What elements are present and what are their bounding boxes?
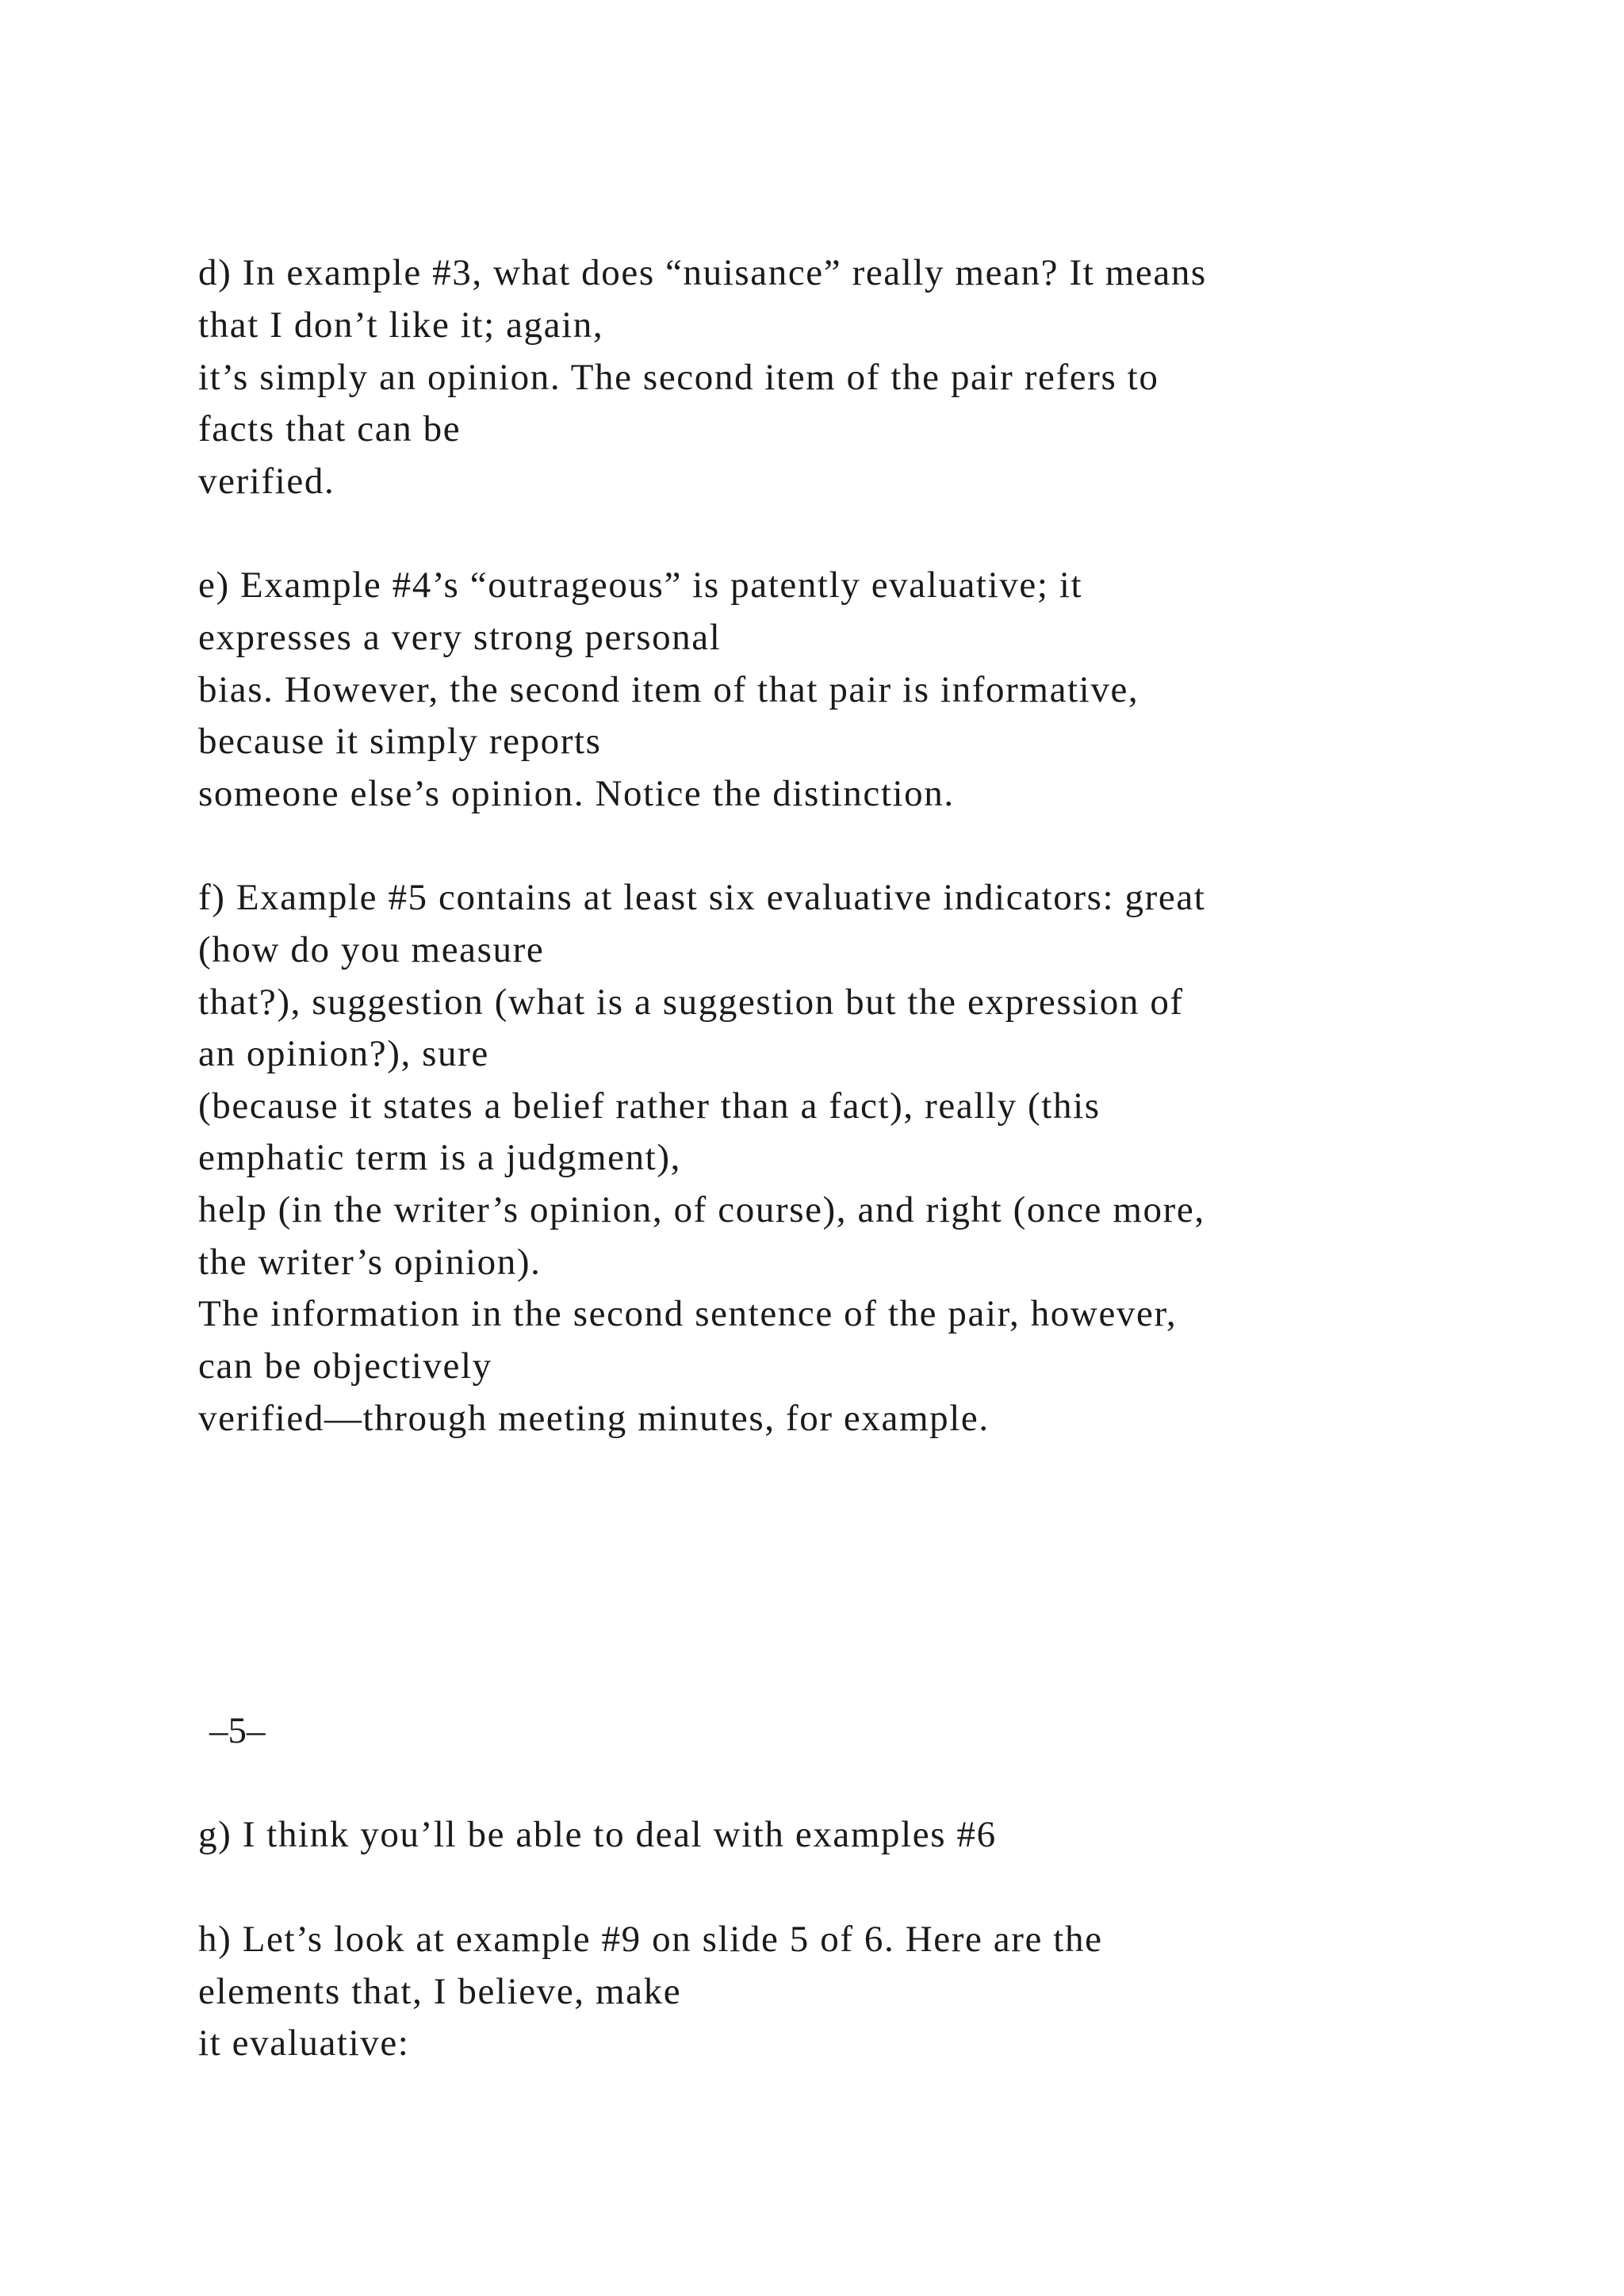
paragraph-f-line-5: (because it states a belief rather than a fact), really (this [198,1085,1101,1127]
paragraph-f-line-1: f) Example #5 contains at least six evaluative indicators: great [198,877,1206,918]
paragraph-g-line-1: g) I think you’ll be able to deal with examples #6 [198,1814,997,1855]
paragraph-d-line-2: that I don’t like it; again, [198,304,604,346]
paragraph-f-line-9: The information in the second sentence of the pair, however, [198,1293,1178,1334]
paragraph-d-line-5: verified. [198,461,335,502]
paragraph-f-line-3: that?), suggestion (what is a suggestion but the expression of [198,982,1184,1023]
paragraph-h-line-1: h) Let’s look at example #9 on slide 5 of 6. Here are the [198,1919,1103,1960]
page-number: –5– [209,1710,266,1751]
paragraph-e-line-3: bias. However, the second item of that pair is informative, [198,669,1139,710]
paragraph-e-line-4: because it simply reports [198,721,602,762]
paragraph-d-line-1: d) In example #3, what does “nuisance” really mean? It means [198,252,1207,293]
paragraph-e-line-1: e) Example #4’s “outrageous” is patently evaluative; it [198,564,1083,606]
paragraph-f-line-11: verified—through meeting minutes, for example. [198,1398,990,1439]
paragraph-d-line-3: it’s simply an opinion. The second item of the pair refers to [198,357,1159,398]
paragraph-f-line-4: an opinion?), sure [198,1033,489,1074]
paragraph-d-line-4: facts that can be [198,408,462,450]
paragraph-e-line-2: expresses a very strong personal [198,617,722,658]
paragraph-e-line-5: someone else’s opinion. Notice the distinction. [198,773,955,814]
paragraph-h-line-2: elements that, I believe, make [198,1971,682,2012]
paragraph-f-line-2: (how do you measure [198,929,545,970]
paragraph-h-line-3: it evaluative: [198,2022,410,2064]
paragraph-f-line-10: can be objectively [198,1345,492,1387]
paragraph-f-line-8: the writer’s opinion). [198,1242,542,1283]
paragraph-f-line-7: help (in the writer’s opinion, of course), and right (once more, [198,1189,1205,1230]
paragraph-f-line-6: emphatic term is a judgment), [198,1137,681,1178]
